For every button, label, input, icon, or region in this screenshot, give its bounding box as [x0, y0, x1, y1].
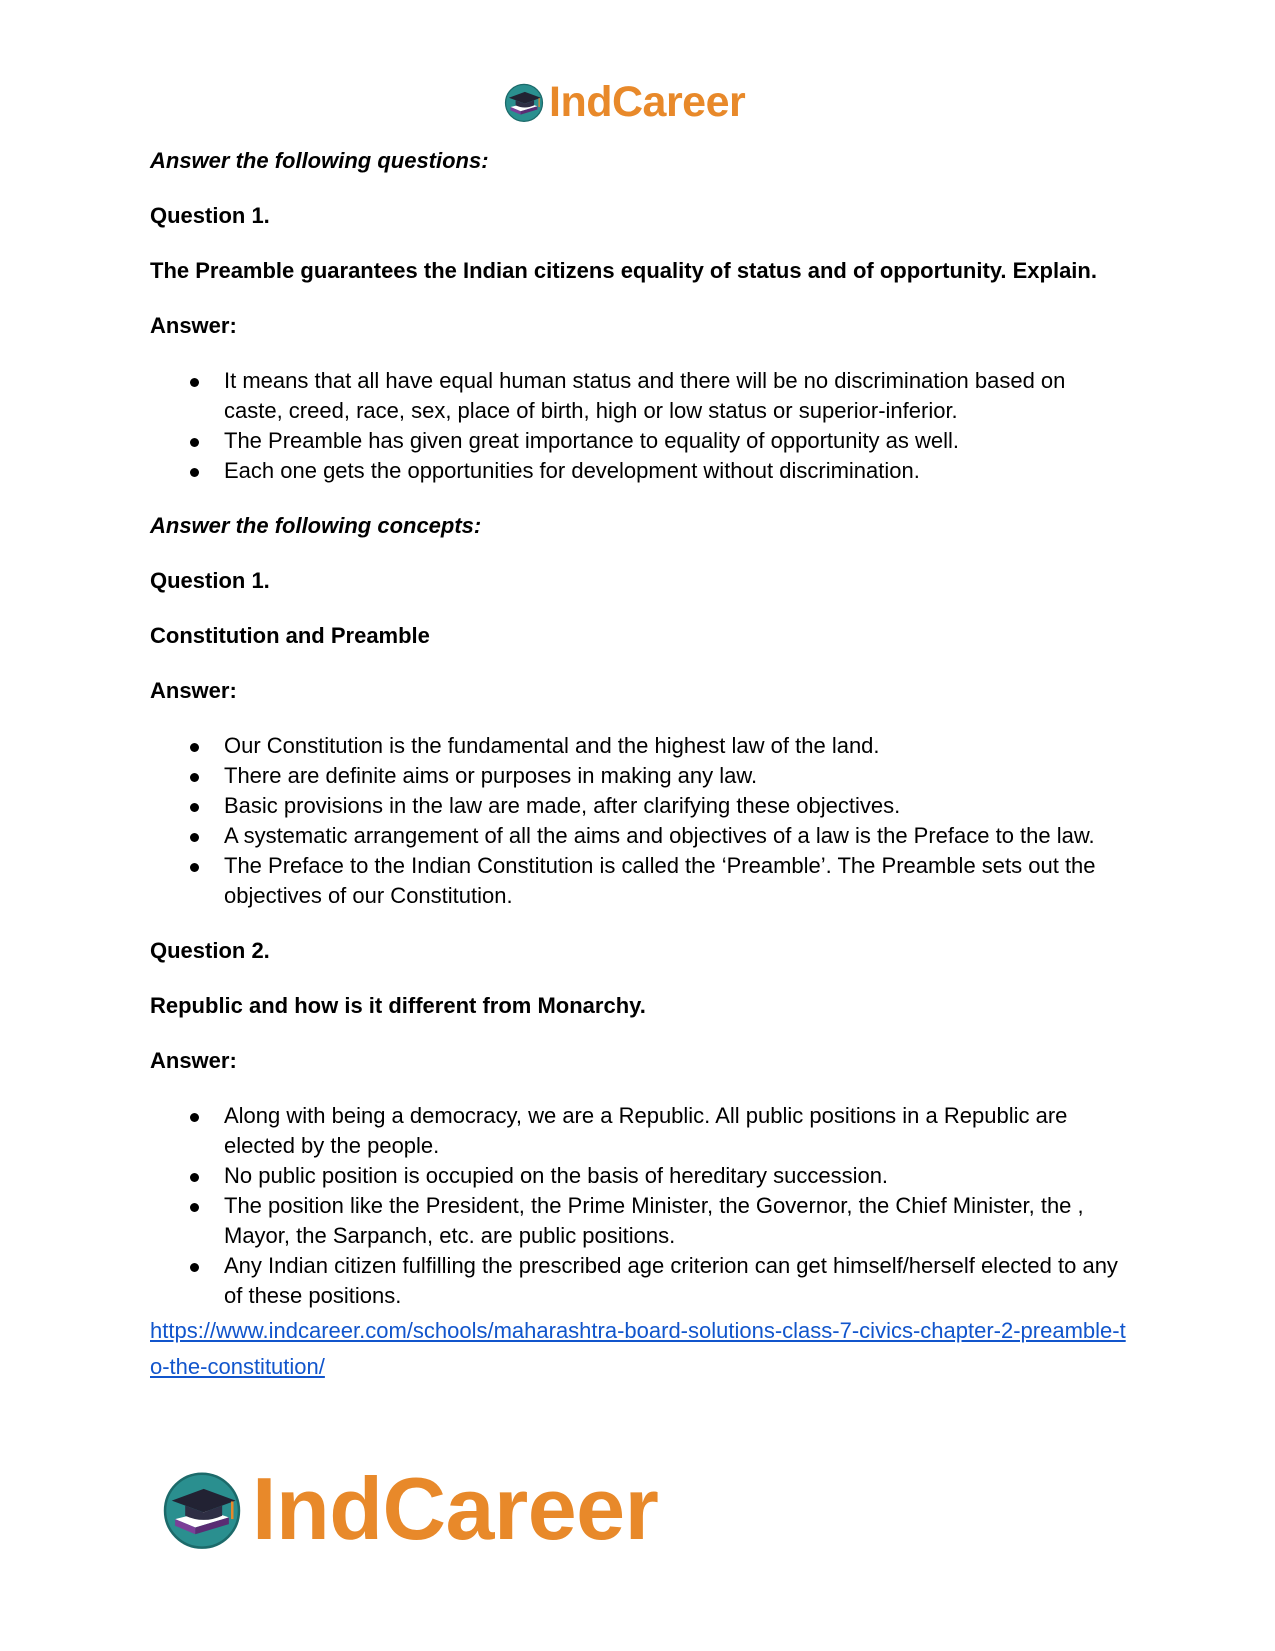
bullet-icon: [190, 1113, 199, 1122]
footer-logo: [160, 1459, 659, 1558]
answer-label: Answer:: [150, 1048, 237, 1073]
question-text: Constitution and Preamble: [150, 623, 430, 648]
logo-wordmark: IndCareer: [549, 78, 746, 126]
bullet-icon: [190, 803, 199, 812]
source-link[interactable]: https://www.indcareer.com/schools/maharashtra-board-solutions-class-7-civics-chapter-2-preamble-to-the-constitution/: [150, 1318, 1126, 1379]
list-item: The Preamble has given great importance to equality of opportunity as well.: [150, 426, 1130, 456]
question-label: Question 2.: [150, 938, 270, 963]
list-item: Each one gets the opportunities for development without discrimination.: [150, 456, 1130, 486]
bullet-icon: [190, 1173, 199, 1182]
list-item: No public position is occupied on the basis of hereditary succession.: [150, 1161, 1130, 1191]
graduation-cap-book-globe-icon: [160, 1467, 244, 1551]
logo-wordmark: IndCareer: [252, 1459, 659, 1558]
bullet-icon: [190, 438, 199, 447]
answer-list: [150, 366, 1130, 486]
bullet-icon: [190, 378, 199, 387]
section-heading-concepts: Answer the following concepts:: [150, 513, 482, 538]
bullet-icon: [190, 863, 199, 872]
bullet-icon: [190, 1263, 199, 1272]
question-text: The Preamble guarantees the Indian citizens equality of status and of opportunity. Explain.: [150, 258, 1097, 283]
answer-list: [150, 731, 1130, 911]
list-item: Basic provisions in the law are made, after clarifying these objectives.: [150, 791, 1130, 821]
list-item: The Preface to the Indian Constitution is called the ‘Preamble’. The Preamble sets out the objectives of our Constitution.: [150, 851, 1130, 911]
question-label: Question 1.: [150, 203, 270, 228]
list-item: Any Indian citizen fulfilling the prescribed age criterion can get himself/herself elected to any of these positions.: [150, 1251, 1130, 1311]
answer-list: [150, 1101, 1130, 1311]
question-label: Question 1.: [150, 568, 270, 593]
graduation-cap-book-globe-icon: [503, 81, 545, 123]
bullet-icon: [190, 833, 199, 842]
question-text: Republic and how is it different from Monarchy.: [150, 993, 646, 1018]
bullet-icon: [190, 468, 199, 477]
document-body: [150, 146, 1130, 1385]
bullet-icon: [190, 773, 199, 782]
header-logo: [503, 80, 745, 124]
answer-label: Answer:: [150, 313, 237, 338]
answer-label: Answer:: [150, 678, 237, 703]
list-item: The position like the President, the Prime Minister, the Governor, the Chief Minister, the , Mayor, the Sarpanch, etc. are public positions.: [150, 1191, 1130, 1251]
bullet-icon: [190, 1203, 199, 1212]
list-item: There are definite aims or purposes in making any law.: [150, 761, 1130, 791]
list-item: It means that all have equal human status and there will be no discrimination based on caste, creed, race, sex, place of birth, high or low status or superior-inferior.: [150, 366, 1130, 426]
section-heading-questions: Answer the following questions:: [150, 148, 489, 173]
bullet-icon: [190, 743, 199, 752]
list-item: A systematic arrangement of all the aims and objectives of a law is the Preface to the law.: [150, 821, 1130, 851]
list-item: Along with being a democracy, we are a Republic. All public positions in a Republic are elected by the people.: [150, 1101, 1130, 1161]
list-item: Our Constitution is the fundamental and the highest law of the land.: [150, 731, 1130, 761]
